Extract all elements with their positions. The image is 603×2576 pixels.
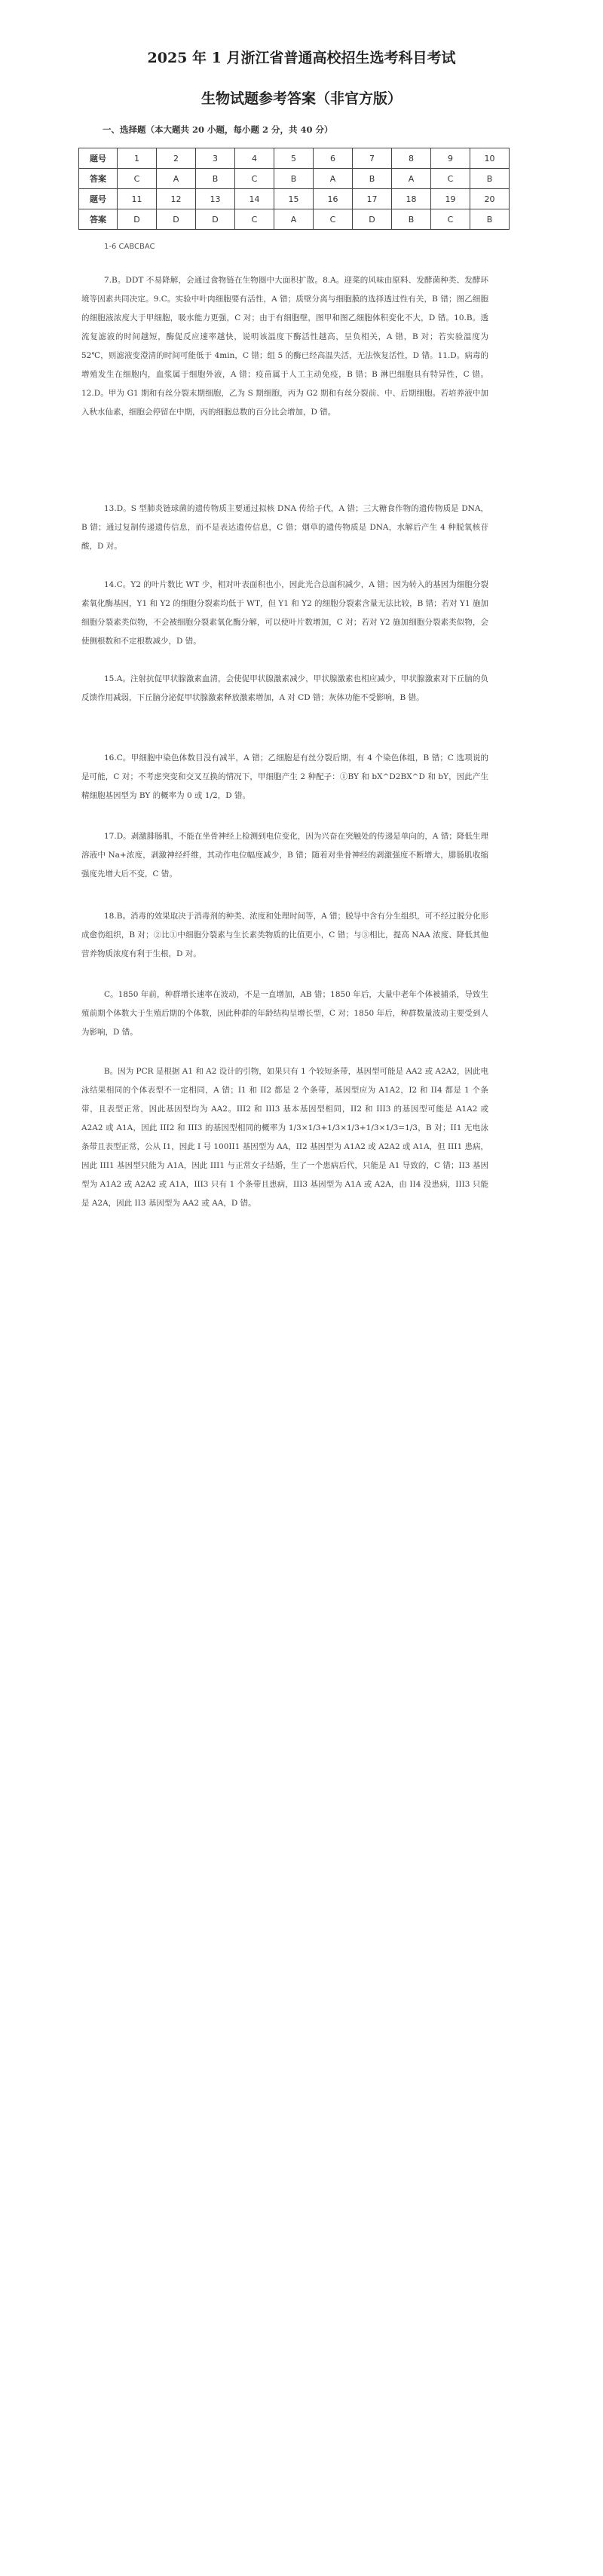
- question-number-cell: 3: [196, 148, 235, 169]
- answer-cell: A: [157, 169, 196, 189]
- explanation-paragraph: C。1850 年前，种群增长速率在波动，不是一直增加，AB 错；1850 年后，大量中老年个体被捕杀，导致生殖前期个体数大于生殖后期的个体数，因此种群的年龄结构呈增长型，C 对；1850 年后，种群数量波动主要受到人为影响，D 错。: [81, 990, 488, 1037]
- answer-cell: C: [314, 209, 353, 230]
- answer-cell: B: [196, 169, 235, 189]
- question-number-cell: 1: [118, 148, 157, 169]
- question-number-cell: 10: [470, 148, 510, 169]
- document-subtitle: 生物试题参考答案（非官方版）: [200, 90, 402, 107]
- answer-cell: D: [353, 209, 392, 230]
- row-label: 题号: [79, 148, 118, 169]
- question-number-cell: 5: [274, 148, 314, 169]
- answer-cell: C: [235, 169, 274, 189]
- explanation-paragraph: 13.D。S 型肺炎链球菌的遗传物质主要通过拟核 DNA 传给子代，A 错；三大糖食作物的遗传物质是 DNA，B 错；通过复制传递遗传信息，而不是表达遗传信息，C 错；烟草的遗传物质是 DNA，水解后产生 4 种脱氧核苷酸，D 对。: [81, 504, 488, 551]
- answer-cell: A: [314, 169, 353, 189]
- question-number-cell: 14: [235, 189, 274, 209]
- explanation-paragraph: B。因为 PCR 是根据 A1 和 A2 设计的引物，如果只有 1 个较短条带，基因型可能是 AA2 或 A2A2，因此电泳结果相同的个体表型不一定相同，A 错；I1 和 II2 都是 2 个条带，基因型应为 A1A2，I2 和 II4 都是 1 个条带，且表型正常，因此基因型均为 AA2。III2 和 III3 基本基因型相同，II2 和 III3 的基因型可能是 A1A2 或 A2A2 或 A1A，因此 III2 和 III3 的基因型相同的概率为 1/3×1/3+1/3×1/3+1/3×1/3=1/3，B 对；II1 无电泳条带且表型正常，公从 I1，因此 I 号 100II1 基因型为 AA，II2 基因型为 A1A2 或 A2A2 或 A1A，但 III1 患病，因此 III1 基因型只能为 A1A，因此 III1 与正常女子结婚，生了一个患病后代，只能是 A1 导致的，C 错；II3 基因型为 A1A2 或 A2A2 或 A1A，III3 只有 1 个条带且患病，III3 基因型为 A1A 或 A2A，由 II4 没患病，III3 只能是 A2A，因此 II3 基因型为 AA2 或 AA，D 错。: [81, 1067, 489, 1208]
- answer-cell: A: [274, 209, 314, 230]
- answer-cell: A: [392, 169, 431, 189]
- question-number-cell: 9: [431, 148, 470, 169]
- row-label: 题号: [79, 189, 118, 209]
- table-row: [79, 148, 510, 169]
- answer-cell: D: [118, 209, 157, 230]
- explanation-paragraph: 15.A。注射抗促甲状腺激素血清，会使促甲状腺激素减少，甲状腺激素也相应减少，甲状腺激素对下丘脑的负反馈作用减弱，下丘脑分泌促甲状腺激素释放激素增加，A 对 CD 错；灰体功能不受影响，B 错。: [81, 674, 488, 702]
- question-number-cell: 7: [353, 148, 392, 169]
- answer-cell: B: [353, 169, 392, 189]
- question-number-cell: 19: [431, 189, 470, 209]
- answer-cell: B: [274, 169, 314, 189]
- section-heading-choice: 一、选择题（本大题共 20 小题，每小题 2 分，共 40 分）: [103, 124, 333, 135]
- answer-cell: C: [118, 169, 157, 189]
- question-number-cell: 13: [196, 189, 235, 209]
- question-number-cell: 2: [157, 148, 196, 169]
- question-number-cell: 16: [314, 189, 353, 209]
- question-number-cell: 12: [157, 189, 196, 209]
- explanation-paragraph: 16.C。甲细胞中染色体数目没有减半，A 错；乙细胞是有丝分裂后期，有 4 个染色体组，B 错；C 选项说的是可能，C 对；不考虑突变和交叉互换的情况下，甲细胞产生 2 种配子：①BY 和 bX^D2BX^D 和 bY，因此产生精细胞基因型为 BY 的概率为 0 或 1/2，D 错。: [81, 753, 488, 800]
- question-number-cell: 20: [470, 189, 510, 209]
- table-row: [79, 209, 510, 230]
- row-label: 答案: [79, 169, 118, 189]
- question-number-cell: 8: [392, 148, 431, 169]
- explanation-paragraph: 17.D。剥激腓肠肌，不能在坐骨神经上检测到电位变化，因为兴奋在突触处的传递是单向的，A 错；降低生理溶液中 Na+浓度，剥激神经纤维，其动作电位幅度减少，B 错；随着对坐骨神经的剥激强度不断增大，腓肠肌收缩强度先增大后不变，C 错。: [81, 832, 488, 879]
- table-row: [79, 169, 510, 189]
- row-label: 答案: [79, 209, 118, 230]
- question-number-cell: 6: [314, 148, 353, 169]
- question-number-cell: 4: [235, 148, 274, 169]
- answer-cell: B: [470, 209, 510, 230]
- question-number-cell: 17: [353, 189, 392, 209]
- answer-cell: C: [235, 209, 274, 230]
- answer-table: [78, 148, 510, 230]
- answer-cell: B: [470, 169, 510, 189]
- answer-cell: C: [431, 169, 470, 189]
- table-row: [79, 189, 510, 209]
- explanation-paragraph: 18.B。消毒的效果取决于消毒剂的种类、浓度和处理时间等，A 错；脱导中含有分生组织，可不经过脱分化形成愈伤组织，B 对；②比①中细胞分裂素与生长素类物质的比值更小，C 错；与③相比，提高 NAA 浓度、降低其他营养物质浓度有利于生根，D 对。: [81, 912, 488, 958]
- explanation-paragraph: 14.C。Y2 的叶片数比 WT 少，相对叶表面积也小，因此光合总面积减少，A 错；因为转入的基因为细胞分裂素氧化酶基因，Y1 和 Y2 的细胞分裂素均低于 WT，但 Y1 和 Y2 的细胞分裂素含量无法比较，B 错；若对 Y1 施加细胞分裂素类似物，不会被细胞分裂素氧化酶分解，可以使叶片数增加，C 对；若对 Y2 施加细胞分裂素类似物，会使侧根数和不定根数减少，D 错。: [81, 580, 488, 646]
- explanation-paragraph: 7.B。DDT 不易降解，会通过食物链在生物圈中大面积扩散。8.A。迎菜的风味由原料、发酵菌种类、发酵环境等因素共同决定。9.C。实验中叶肉细胞要有活性，A 错；质壁分离与细胞膜的选择透过性有关，B 错；图乙细胞的细胞液浓度大于甲细胞，吸水能力更强，C 对；由于有细胞壁，图甲和图乙细胞体积变化不大，D 错。10.B。透流复滤液的时间越短，酶促反应速率越快，说明该温度下酶活性越高，呈负相关，A 错，B 对；若实验温度为 52℃，则滤液变澄清的时间可能低于 4min，C 错；组 5 的酶已经高温失活，无法恢复活性，D 错。11.D。病毒的增殖发生在细胞内，血浆属于细胞外液，A 错；疫苗属于人工主动免疫，B 错；B 淋巴细胞具有特异性，C 错。12.D。甲为 G1 期和有丝分裂末期细胞，乙为 S 期细胞，丙为 G2 期和有丝分裂前、中、后期细胞。若培养液中加入秋水仙素，细胞会停留在中期，丙的细胞总数的百分比会增加，D 错。: [81, 276, 488, 417]
- answer-cell: D: [196, 209, 235, 230]
- document-title: 2025 年 1 月浙江省普通高校招生选考科目考试: [147, 50, 456, 66]
- question-number-cell: 11: [118, 189, 157, 209]
- answer-cell: D: [157, 209, 196, 230]
- question-number-cell: 15: [274, 189, 314, 209]
- short-answer-line: 1-6 CABCBAC: [104, 243, 155, 251]
- answer-cell: C: [431, 209, 470, 230]
- answer-cell: B: [392, 209, 431, 230]
- question-number-cell: 18: [392, 189, 431, 209]
